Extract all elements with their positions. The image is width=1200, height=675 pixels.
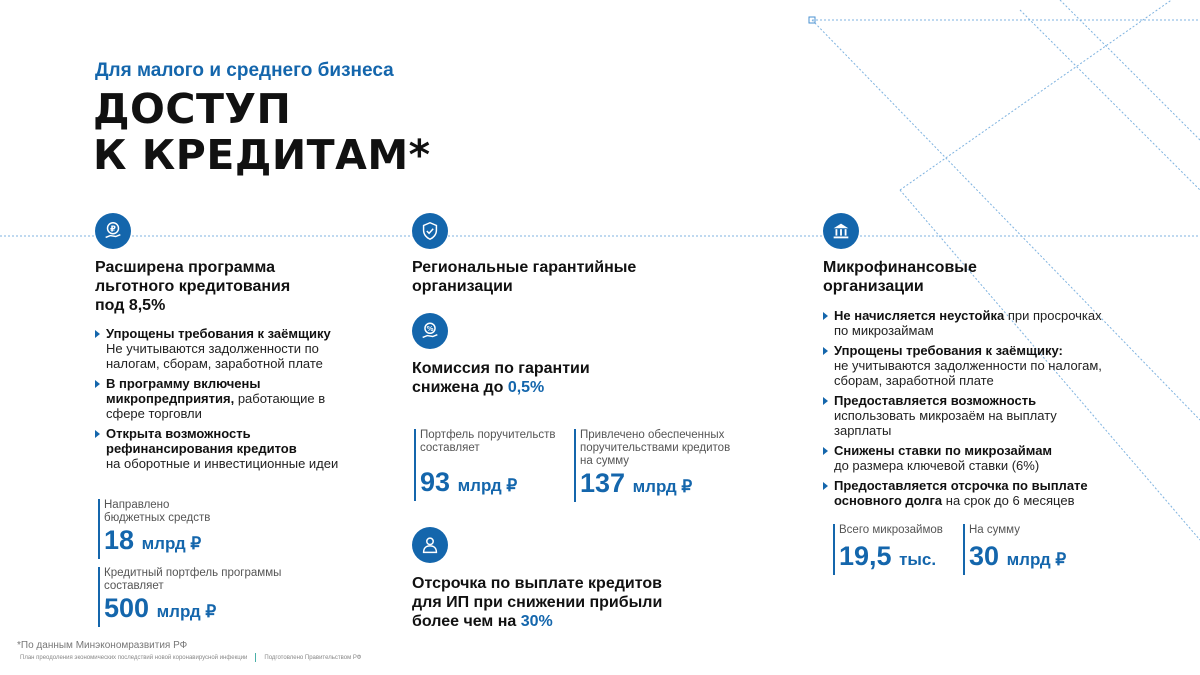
stat-value: 500 млрд ₽ bbox=[104, 593, 217, 623]
bullet-bold: Предоставляется отсрочка по выплате основного долга bbox=[834, 478, 1088, 508]
stat-value: 137 млрд ₽ bbox=[580, 468, 693, 498]
footnote: *По данным Минэкономразвития РФ bbox=[17, 640, 188, 651]
col2-heading-line: организации bbox=[412, 278, 513, 295]
bullet-text: до размера ключевой ставки (6%) bbox=[834, 458, 1040, 473]
stat-label: На сумму bbox=[969, 524, 1020, 536]
list-item bbox=[823, 343, 1103, 388]
svg-text:₽: ₽ bbox=[110, 223, 116, 234]
bullet-bold: Не начисляется неустойка bbox=[834, 308, 1005, 323]
bullet-text: при просрочках по микрозаймам bbox=[834, 308, 1102, 338]
bullet-text: использовать микрозаём на выплату зарплаты bbox=[834, 408, 1057, 438]
bullet-text: на срок до 6 месяцев bbox=[945, 493, 1075, 508]
title-line-1: ДОСТУП bbox=[93, 85, 292, 133]
list-item bbox=[95, 426, 340, 471]
col3-heading-line: Микрофинансовые bbox=[823, 259, 977, 276]
col3-heading-line: организации bbox=[823, 278, 924, 295]
col1-bullet-list bbox=[95, 326, 340, 476]
col2-heading bbox=[412, 258, 636, 296]
commission-text bbox=[412, 359, 590, 397]
stat-value: 18 млрд ₽ bbox=[104, 525, 202, 555]
col2-heading-line: Региональные гарантийные bbox=[412, 259, 637, 276]
stat-label: Направлено бюджетных средств bbox=[104, 499, 211, 524]
stat-label: Привлечено обеспеченных поручительствами кредитов на сумму bbox=[580, 429, 731, 467]
shield-check-icon bbox=[412, 213, 448, 249]
svg-text:%: % bbox=[426, 325, 434, 333]
commission-line: снижена до 0,5% bbox=[412, 379, 545, 396]
col1-heading-line: Расширена программа bbox=[95, 259, 276, 276]
list-item bbox=[95, 376, 340, 421]
bullet-bold: Снижены ставки по микрозаймам bbox=[834, 443, 1053, 458]
col3-stat-count bbox=[833, 524, 943, 575]
delay-line: более чем на 30% bbox=[412, 613, 553, 630]
list-item bbox=[823, 308, 1103, 338]
delay-line: для ИП при снижении прибыли bbox=[412, 594, 663, 611]
stat-value: 93 млрд ₽ bbox=[420, 467, 518, 497]
col1-heading bbox=[95, 258, 290, 315]
bullet-bold: Упрощены требования к заёмщику bbox=[106, 326, 331, 341]
delay-line: Отсрочка по выплате кредитов bbox=[412, 575, 662, 592]
footer-left: План преодоления экономических последствий новой коронавирусной инфекции bbox=[20, 654, 248, 661]
bullet-bold: Предоставляется возможность bbox=[834, 393, 1037, 408]
stat-label: Всего микрозаймов bbox=[839, 524, 943, 536]
bullet-text: на оборотные и инвестиционные идеи bbox=[106, 456, 339, 471]
col2-stat-guarantees bbox=[414, 429, 555, 501]
list-item bbox=[95, 326, 340, 371]
person-icon bbox=[412, 527, 448, 563]
commission-value: 0,5% bbox=[507, 379, 545, 396]
col1-stat-portfolio bbox=[98, 567, 281, 627]
stat-label: Портфель поручительств составляет bbox=[420, 429, 556, 454]
list-item bbox=[823, 443, 1103, 473]
bullet-text: Не учитываются задолженности по налогам, сборам, заработной плате bbox=[106, 341, 323, 371]
bullet-text: работающие в сфере торговли bbox=[106, 391, 326, 421]
bullet-bold: В программу включены микропредприятия, bbox=[106, 376, 261, 406]
commission-line: Комиссия по гарантии bbox=[412, 360, 590, 377]
bullet-bold: Открыта возможность рефинансирования кредитов bbox=[106, 426, 297, 456]
col1-stat-budget bbox=[98, 499, 210, 559]
bullet-bold: Упрощены требования к заёмщику: bbox=[834, 343, 1063, 358]
page-title bbox=[93, 86, 431, 178]
stat-value: 30 млрд ₽ bbox=[969, 541, 1067, 571]
title-line-2: К КРЕДИТАМ* bbox=[93, 131, 431, 179]
footer bbox=[20, 653, 361, 662]
delay-value: 30% bbox=[520, 613, 553, 630]
col3-stat-sum bbox=[963, 524, 1066, 575]
list-item bbox=[823, 478, 1103, 508]
col1-heading-line: льготного кредитования bbox=[95, 278, 291, 295]
bullet-text: не учитываются задолженности по налогам, сборам, заработной плате bbox=[834, 358, 1102, 388]
page-subtitle: Для малого и среднего бизнеса bbox=[95, 60, 394, 81]
bank-building-icon bbox=[823, 213, 859, 249]
stat-label: Кредитный портфель программы составляет bbox=[104, 567, 282, 592]
stat-value: 19,5 тыс. bbox=[839, 541, 937, 571]
list-item bbox=[823, 393, 1103, 438]
footer-separator bbox=[255, 653, 256, 662]
col3-bullet-list bbox=[823, 308, 1103, 513]
col1-heading-line: под 8,5% bbox=[95, 297, 166, 314]
percent-hand-icon bbox=[412, 313, 448, 349]
col2-stat-attracted bbox=[574, 429, 730, 502]
footer-right: Подготовлено Правительством РФ bbox=[264, 654, 362, 661]
col3-heading bbox=[823, 258, 977, 296]
ruble-hand-icon bbox=[95, 213, 131, 249]
delay-text bbox=[412, 574, 662, 631]
